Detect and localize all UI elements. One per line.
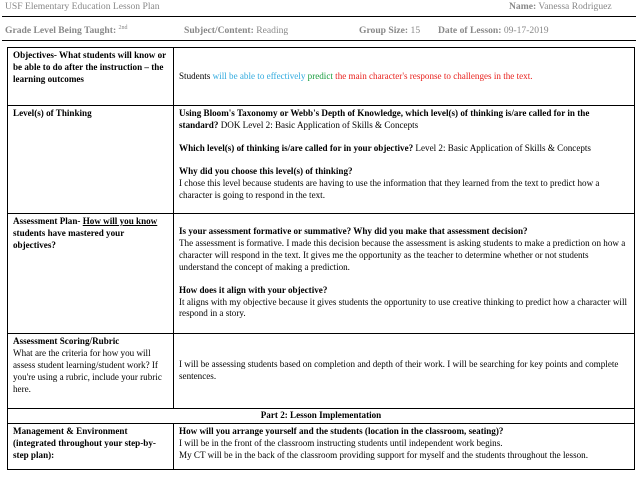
levels-a2: Level 2: Basic Application of Skills & Concepts [413, 142, 591, 153]
levels-content [174, 106, 635, 214]
scoring-label-title: Assessment Scoring/Rubric [13, 336, 120, 346]
assessment-q1: Is your assessment formative or summative? Why did you make that assessment decision? [179, 226, 528, 236]
assessment-label-1: Assessment Plan- [13, 216, 83, 226]
group-label: Group Size: [359, 25, 409, 36]
levels-a3: I chose this level because students are having to use the information that they learned from the text to predict how a character is going to respond in the text. [179, 177, 600, 200]
part2-title: Part 2: Lesson Implementation [8, 409, 635, 424]
header-divider-bottom [2, 40, 636, 41]
assessment-label-2: How will you know [82, 216, 158, 226]
group-size [359, 25, 420, 36]
levels-a1: DOK Level 2: Basic Application of Skills & Concepts [218, 119, 419, 130]
row-scoring [8, 334, 635, 409]
name-label: Name: [509, 1, 537, 12]
objectives-label: Objectives- What students will know or be able to do after the instruction – the learning outcomes [8, 48, 174, 106]
row-part2 [8, 409, 635, 424]
grade-value: 2nd [118, 25, 128, 31]
levels-q1 [179, 108, 629, 132]
scoring-label [8, 334, 174, 409]
assessment-a2: It aligns with my objective because it gives students the opportunity to use creative thinking to predict how a character will respond in a story. [179, 296, 628, 319]
grade-label: Grade Level Being Taught: [5, 25, 117, 37]
subject-label: Subject/Content: [184, 25, 254, 36]
name-value: Vanessa Rodriguez [538, 1, 612, 12]
levels-q2 [179, 143, 629, 155]
management-q1: How will you arrange yourself and the students (location in the classroom, seating)? [179, 425, 504, 436]
assessment-a1: The assessment is formative. I made this decision because the assessment is asking students to make a prediction on how a character will respond in the text. It gives me the opportunity as the teacher to determine whether or not students understand the concept of making a prediction. [179, 237, 626, 272]
levels-q3: Why did you choose this level(s) of thinking? [179, 165, 353, 176]
objectives-text-2: will be able to effectively [212, 70, 308, 81]
assessment-label-3: students have mastered your objectives? [13, 227, 125, 250]
objectives-text [174, 48, 635, 106]
grade-level [5, 25, 128, 36]
row-objectives [8, 48, 635, 106]
lesson-date [438, 25, 549, 36]
levels-q2-text: Which level(s) of thinking is/are called for in your objective? [179, 142, 414, 153]
levels-label: Level(s) of Thinking [8, 106, 174, 214]
teacher-name [509, 1, 612, 12]
lesson-plan-table [7, 47, 635, 470]
assessment-content [174, 214, 635, 334]
objectives-text-3: predict [307, 70, 336, 81]
date-label: Date of Lesson: [438, 25, 502, 36]
levels-q1-text: Using Bloom's Taxonomy or Webb's Depth of Knowledge, which level(s) of thinking is/are called for in the standard? [179, 108, 590, 130]
assessment-label [8, 214, 174, 334]
objectives-text-4: the main character's response to challenges in the text. [335, 70, 533, 81]
row-levels [8, 106, 635, 214]
management-label: Management & Environment (integrated throughout your step-by-step plan): [8, 423, 174, 469]
row-assessment [8, 214, 635, 334]
subject [184, 25, 288, 36]
objectives-text-1: Students [179, 70, 213, 81]
assessment-q2: How does it align with your objective? [179, 284, 328, 295]
management-content [174, 423, 635, 469]
scoring-text: I will be assessing students based on completion and depth of their work. I will be searching for key points and complete sentences. [174, 334, 635, 409]
subject-value: Reading [256, 25, 289, 36]
management-a2: My CT will be in the back of the classroom providing support for myself and the students throughout the lesson. [179, 449, 588, 460]
scoring-label-text: What are the criteria for how you will assess student learning/student work? If you're using a rubric, include your rubric here. [13, 347, 162, 394]
management-a1: I will be in the front of the classroom instructing students until independent work begins. [179, 437, 503, 448]
row-management [8, 423, 635, 469]
date-value: 09-17-2019 [503, 25, 549, 36]
group-value: 15 [410, 25, 421, 36]
plan-title: USF Elementary Education Lesson Plan [5, 1, 160, 12]
header-divider-top [2, 16, 636, 17]
